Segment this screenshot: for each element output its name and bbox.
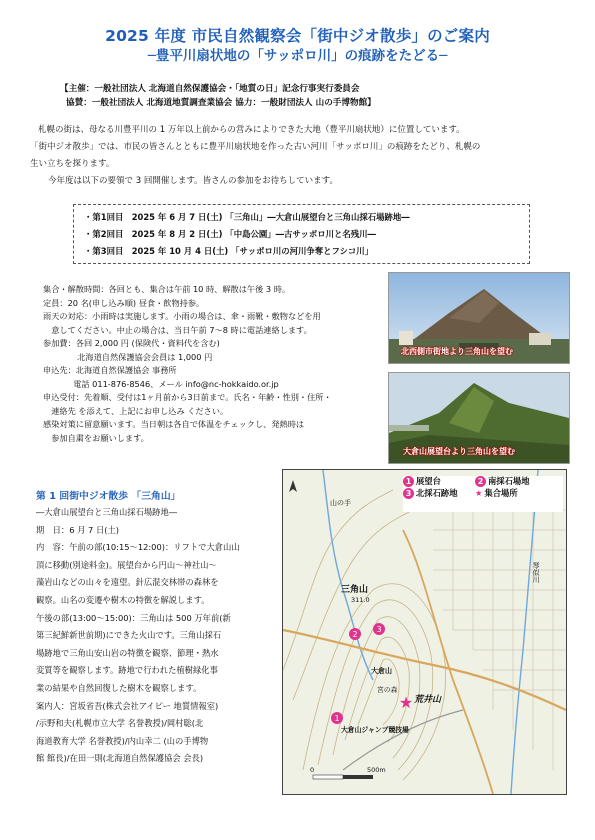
intro-paragraph: 札幌の街は、母なる川豊平川の 1 万年以上前からの営みによりできた大地（豊平川扇状地）に位置しています。	[38, 125, 465, 135]
intro-paragraph: 今年度は以下の要領で 3 回開催します。皆さんの参加をお待ちしています。	[48, 176, 338, 186]
legend-number: 1	[403, 476, 414, 487]
map-label-okura: 大倉山	[371, 667, 392, 675]
map-label-elevation: 311.0	[351, 596, 370, 604]
map-label-miyanomori: 宮の森	[377, 686, 398, 694]
event1-title: 第 1 回街中ジオ散歩 「三角山」	[36, 491, 181, 502]
event1-line: 変質等を観察します。跡地で行われた植樹緑化事	[36, 665, 218, 676]
info-line: 定員：20 名(申し込み順) 昼食・飲物持参。	[43, 297, 205, 308]
event1-line: 観察。山名の変遷や樹木の特徴を解説します。	[36, 594, 210, 605]
map-graphic	[283, 470, 566, 794]
event1-line: 案内人：宮坂省吾(株式会社アイピー 地質情報室)	[36, 700, 219, 711]
event1-line: /示野和夫(札幌市立大学 名誉教授)/岡村聡(北	[36, 718, 204, 729]
info-line: 参加自粛をお願いします。	[43, 432, 149, 443]
photo-caption: 北西側市街地より三角山を望む	[401, 347, 513, 356]
info-line: 感染対策に留意願います。当日朝は各自で体温をチェックし、発熱時は	[43, 419, 305, 429]
info-line: 北海道自然保護協会会員は 1,000 円	[69, 351, 213, 362]
legend-label: 北採石跡地	[416, 487, 458, 498]
info-line: 意してください。中止の場合は、当日午前 7～8 時に電話連絡します。	[43, 324, 312, 335]
map-legend	[403, 476, 563, 512]
info-line: 連絡先 を添えて、上記にお申し込み ください。	[43, 405, 229, 416]
info-line: 参加費：各回 2,000 円 (保険代・資料代を含む)	[43, 338, 220, 348]
map-label-sankakuyama: 三角山	[341, 585, 369, 595]
info-line: 雨天の対応：小雨時は実施します。小雨の場合は、傘・雨靴・敷物などを用	[43, 311, 321, 321]
map-label-kotoni: 琴似川	[532, 562, 540, 583]
route-map	[282, 469, 567, 795]
legend-number: 3	[403, 488, 414, 499]
event1-line: 内 容：午前の部(10:15～12:00)：リフトで大倉山山	[36, 542, 240, 553]
schedule-item: ・第1回目 2025 年 6 月 7 日(土) 「三角山」―大倉山展望台と三角山採石場跡地―	[84, 212, 410, 222]
event1-line: 館 館長)/在田一則(北海道自然保護協会 会長)	[36, 753, 204, 764]
event1-line: 場跡地で三角山安山岩の特徴を観察、節理・熱水	[36, 647, 219, 658]
svg-text:★: ★	[398, 693, 414, 712]
svg-text:2: 2	[352, 630, 358, 639]
svg-text:3: 3	[376, 625, 382, 634]
map-scale-zero: 0	[310, 766, 315, 774]
schedule-item: ・第2回目 2025 年 8 月 2 日(土) 「中島公園」―古サッポロ川と名残川―	[84, 229, 376, 239]
svg-text:1: 1	[334, 714, 340, 723]
photo-caption: 大倉山展望台より三角山を望む	[403, 447, 515, 456]
map-label-okura-jump: 大倉山ジャンプ競技場	[341, 726, 409, 734]
organizers-line: 協賛：一般社団法人 北海道地質調査業協会 協力：一般財団法人 山の手博物館】	[66, 98, 376, 108]
event1-line: 業の結果や自然回復した樹木を観察します。	[36, 682, 202, 693]
event1-line: 藻岩山などの山々を遠望。針広混交林帯の森林を	[36, 577, 219, 588]
intro-text	[30, 122, 560, 190]
event1-line: 頂に移動(別途料金)。展望台から円山～神社山～	[36, 559, 217, 570]
map-label-arai: 荒井山	[414, 695, 442, 705]
legend-star-icon: ★	[475, 487, 483, 498]
page-subtitle: ─豊平川扇状地の「サッポロ川」の痕跡をたどる─	[147, 48, 448, 64]
event1-line: 第三紀鮮新世前期)にできた火山です。三角山採石	[36, 630, 222, 641]
legend-label: 集合場所	[484, 487, 518, 498]
schedule-box	[73, 204, 530, 264]
photo-sankakuyama-from-okurayama	[388, 372, 570, 464]
event1-line: ―大倉山展望台と三角山採石場跡地―	[36, 507, 178, 517]
event1-body	[36, 504, 286, 768]
info-line: 申込受付：先着順、受付は1ヶ月前から3日前まで。氏名・年齢・性別・住所・	[43, 392, 332, 402]
organizers	[60, 82, 560, 110]
event1-line: 期 日：6 月 7 日(土)	[36, 524, 120, 535]
info-line: 申込先：北海道自然保護協会 事務所	[43, 365, 177, 375]
organizers-line: 【主催：一般社団法人 北海道自然保護協会・「地質の日」記念行事実行委員会	[60, 84, 360, 94]
legend-label: 南採石場地	[488, 476, 530, 486]
intro-paragraph: 生い立ちを探ります。	[30, 159, 115, 169]
info-block	[43, 283, 378, 445]
event1-line: 午後の部(13:00～15:00)：三角山は 500 万年前(新	[36, 612, 231, 623]
info-line: 集合・解散時間：各回とも、集合は午前 10 時、解散は午後 3 時。	[43, 284, 291, 294]
event1-line: 海道教育大学 名誉教授)/内山幸二 (山の手博物	[36, 735, 209, 746]
page-title: 2025 年度 市民自然観察会「街中ジオ散歩」のご案内	[105, 27, 490, 45]
intro-paragraph: 「街中ジオ散歩」では、市民の皆さんとともに豊平川扇状地を作った古い河川「サッポロ川」の痕跡をたどり、札幌の	[30, 142, 481, 152]
info-line: 電話 011-876-8546、メール info@nc-hokkaido.or.jp	[65, 378, 279, 389]
legend-label: 展望台	[416, 476, 441, 486]
photo-sankakuyama-from-city	[388, 272, 570, 364]
schedule-item: ・第3回目 2025 年 10 月 4 日(土) 「サッポロ川の河川争奪とフシコ川」	[84, 246, 374, 256]
map-scale-label: 500m	[367, 766, 386, 774]
map-label-yamanote: 山の手	[330, 499, 351, 507]
legend-number: 2	[475, 476, 486, 487]
